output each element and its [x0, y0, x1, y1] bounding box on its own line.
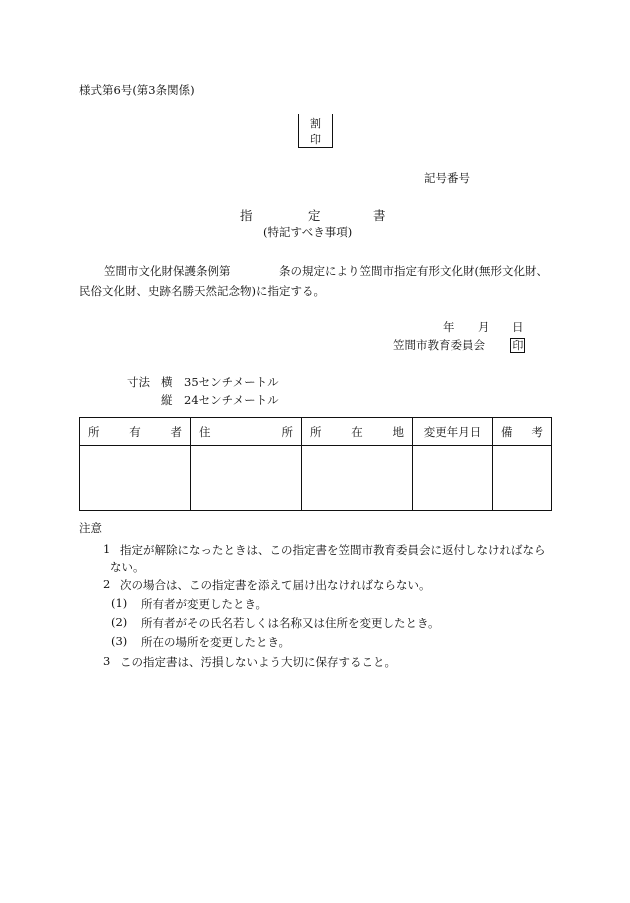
- note-3-text: この指定書は、汚損しないよう大切に保存すること。: [120, 655, 396, 669]
- title-char-3: 書: [373, 208, 386, 223]
- note-1-number: 1: [103, 542, 111, 556]
- record-number-label: 記号番号: [424, 171, 470, 185]
- note-2-sub3-number: (3): [111, 634, 128, 648]
- header-owner-char: 有: [129, 424, 141, 439]
- cell-owner: [80, 446, 191, 511]
- cell-location: [302, 446, 413, 511]
- notes-heading: 注意: [79, 521, 102, 535]
- date-day: 日: [512, 320, 524, 334]
- form-header: 様式第6号(第3条関係): [79, 83, 195, 97]
- seal-char-1: 割: [310, 117, 321, 130]
- cell-change-date: [413, 446, 493, 511]
- note-2-sub1-text: 所有者が変更したとき。: [141, 597, 268, 611]
- header-change-date: [413, 418, 493, 446]
- note-2-sub1-number: (1): [111, 596, 128, 610]
- dimensions-height-value: 24センチメートル: [184, 393, 279, 407]
- title-subtitle: (特記すべき事項): [263, 225, 353, 239]
- note-2-sub3-text: 所在の場所を変更したとき。: [141, 635, 291, 649]
- registration-table: [79, 417, 552, 511]
- note-2-sub2-text: 所有者がその氏名若しくは名称又は住所を変更したとき。: [141, 616, 440, 630]
- dimensions-width-value: 35センチメートル: [184, 375, 279, 389]
- note-1-text-a: 指定が解除になったときは、この指定書を笠間市教育委員会に返付しなければなら: [120, 543, 546, 557]
- table-row: [80, 446, 552, 511]
- issuer-line: [393, 337, 525, 353]
- header-address-char: 住: [199, 424, 211, 439]
- note-2-number: 2: [103, 577, 111, 591]
- cell-address: [191, 446, 302, 511]
- title-char-2: 定: [308, 208, 321, 223]
- header-remarks-char: 考: [531, 424, 543, 439]
- note-2-sub2-number: (2): [111, 615, 128, 629]
- header-remarks: [493, 418, 552, 446]
- header-location: [302, 418, 413, 446]
- table-header-row: [80, 418, 552, 446]
- note-2-text: 次の場合は、この指定書を添えて届け出なければならない。: [120, 578, 431, 592]
- body-line1-part1: 笠間市文化財保護条例第: [104, 264, 231, 278]
- header-change-date-text: 変更年月日: [423, 424, 482, 439]
- cell-remarks: [493, 446, 552, 511]
- header-remarks-char: 備: [501, 424, 513, 439]
- note-3-number: 3: [103, 654, 111, 668]
- body-line2: 民俗文化財、史跡名勝天然記念物)に指定する。: [79, 284, 325, 298]
- header-address: [191, 418, 302, 446]
- date-month: 月: [478, 320, 490, 334]
- header-location-char: 地: [392, 424, 404, 439]
- dimensions-label: 寸法: [127, 375, 150, 389]
- issuer-stamp: 印: [512, 339, 524, 352]
- title-char-1: 指: [240, 208, 253, 223]
- date-year: 年: [443, 320, 455, 334]
- note-1-text-b: ない。: [110, 560, 145, 574]
- header-location-char: 在: [351, 424, 363, 439]
- dimensions-width-label: 横: [161, 375, 173, 389]
- seal-char-2: 印: [310, 133, 321, 146]
- split-seal-box: [298, 114, 333, 148]
- body-line1-part2: 条の規定により笠間市指定有形文化財(無形文化財、: [279, 264, 548, 278]
- issuer-name: 笠間市教育委員会: [393, 338, 485, 352]
- header-owner-char: 者: [170, 424, 182, 439]
- header-owner: [80, 418, 191, 446]
- header-owner-char: 所: [88, 424, 100, 439]
- header-location-char: 所: [310, 424, 322, 439]
- header-address-char: 所: [281, 424, 293, 439]
- dimensions-height-label: 縦: [161, 393, 173, 407]
